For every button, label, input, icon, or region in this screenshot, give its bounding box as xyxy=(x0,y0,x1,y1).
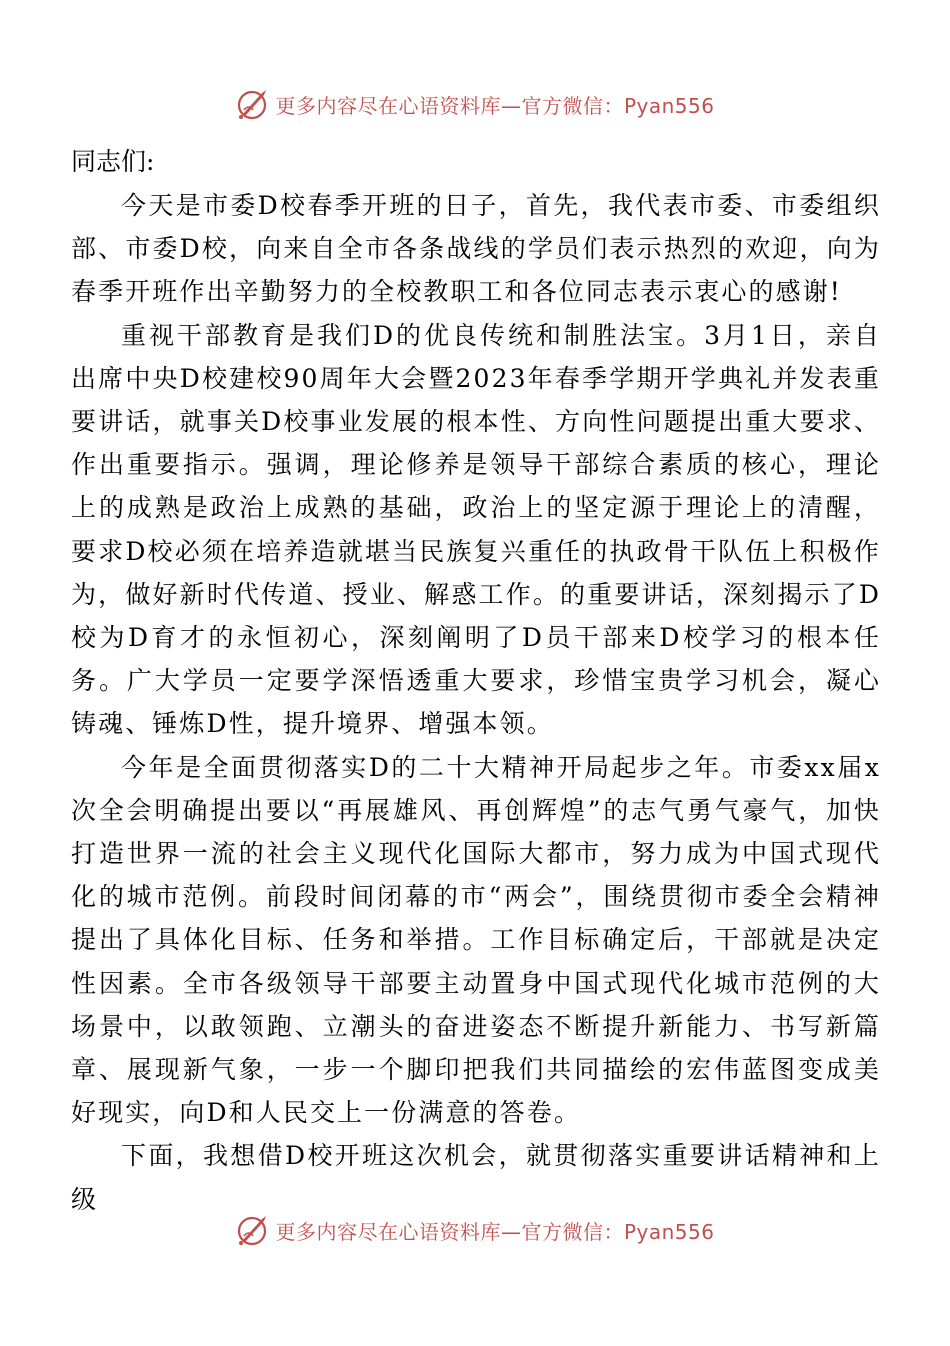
paragraph-3: 今年是全面贯彻落实D的二十大精神开局起步之年。市委xx届x次全会明确提出要以“再展雄风、再创辉煌”的志气勇气豪气，加快打造世界一流的社会主义现代化国际大都市，努力成为中国式现代化的城市范例。前段时间闭幕的市“两会”，围绕贯彻市委全会精神提出了具体化目标、任务和举措。工作目标确定后，干部就是决定性因素。全市各级领导干部要主动置身中国式现代化城市范例的大场景中，以敢领跑、立潮头的奋进姿态不断提升新能力、书写新篇章、展现新气象，一步一个脚印把我们共同描绘的宏伟蓝图变成美好现实，向D和人民交上一份满意的答卷。 xyxy=(71,752,881,1128)
paragraph-4: 下面，我想借D校开班这次机会，就贯彻落实重要讲话精神和上级 xyxy=(71,1141,881,1214)
paragraph-2: 重视干部教育是我们D的优良传统和制胜法宝。3月1日，亲自出席中央D校建校90周年大会暨2023年春季学期开学典礼并发表重要讲话，就事关D校事业发展的根本性、方向性问题提出重大要求、作出重要指示。强调，理论修养是领导干部综合素质的核心，理论上的成熟是政治上成熟的基础，政治上的坚定源于理论上的清醒，要求D校必须在培养造就堪当民族复兴重任的执政骨干队伍上积极作为，做好新时代传道、授业、解惑工作。的重要讲话，深刻揭示了D校为D育才的永恒初心，深刻阐明了D员干部来D校学习的根本任务。广大学员一定要学深悟透重大要求，珍惜宝贵学习机会，凝心铸魂、锤炼D性，提升境界、增强本领。 xyxy=(71,320,881,739)
quill-seal-icon xyxy=(235,1212,271,1248)
watermark-text: 更多内容尽在心语资料库—官方微信：Pyan556 xyxy=(275,93,715,118)
header-watermark xyxy=(0,84,950,124)
quill-seal-icon xyxy=(235,86,271,122)
paragraph-1: 今天是市委D校春季开班的日子，首先，我代表市委、市委组织部、市委D校，向来自全市各条战线的学员们表示热烈的欢迎，向为春季开班作出辛勤努力的全校教职工和各位同志表示衷心的感谢! xyxy=(71,191,881,307)
footer-watermark xyxy=(0,1210,950,1250)
document-body xyxy=(71,140,881,1221)
salutation: 同志们: xyxy=(71,147,155,176)
watermark-text: 更多内容尽在心语资料库—官方微信：Pyan556 xyxy=(275,1219,715,1244)
